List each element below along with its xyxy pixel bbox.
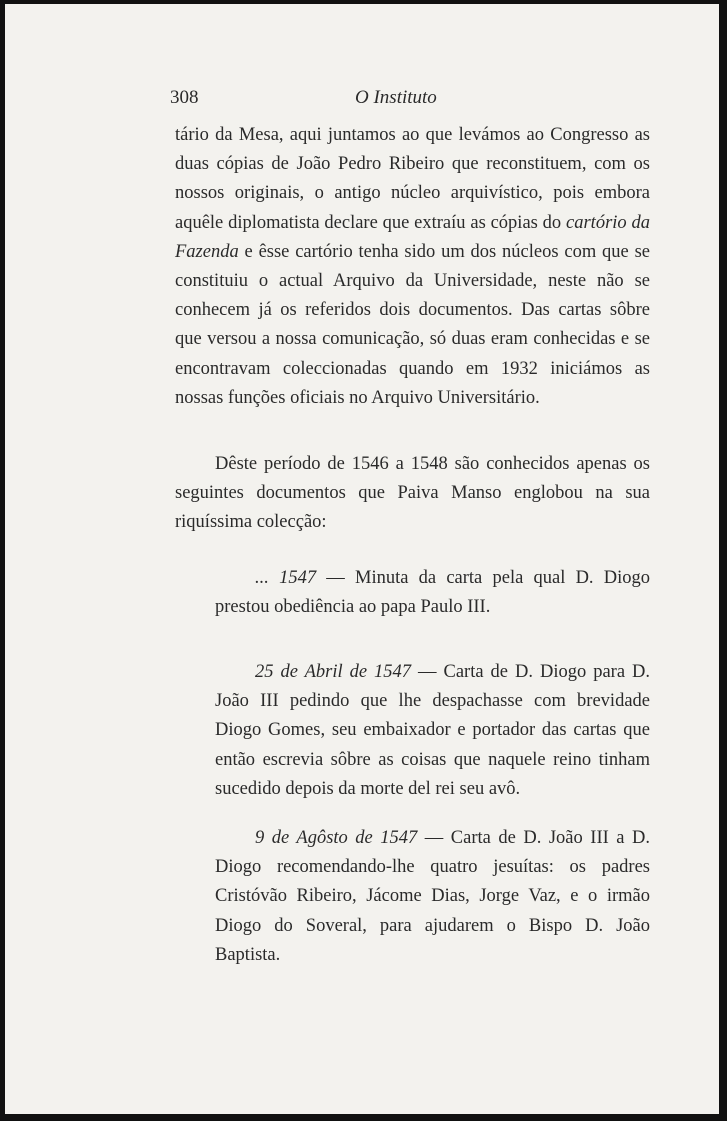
entry-date: 9 de Agôsto de 1547 — [255, 828, 418, 848]
document-entry — [215, 564, 650, 622]
book-page — [5, 4, 719, 1114]
entry-date: ... 1547 — [255, 568, 317, 588]
document-entry — [215, 824, 650, 970]
entry-date: 25 de Abril de 1547 — [255, 662, 412, 682]
entry-text: — Carta de D. Diogo para D. João III pedindo que lhe despachasse com brevidade Diogo Gomes, seu embaixador e portador das cartas que então escrevia sôbre as coisas que naquele reino tinham sucedido depois da morte del rei seu avô. — [215, 662, 650, 799]
entry-text: — Carta de D. João III a D. Diogo recomendando-lhe quatro jesuítas: os padres Cristóvão Ribeiro, Jácome Dias, Jorge Vaz, e o irmão Diogo do Soveral, para ajudarem o Bispo D. João Baptista. — [215, 828, 650, 965]
paragraph-intro — [175, 450, 650, 538]
running-title: O Instituto — [355, 87, 437, 108]
paragraph-continuation — [175, 121, 650, 413]
paragraph-text: e êsse cartório tenha sido um dos núcleos com que se constituiu o actual Arquivo da Universidade, neste não se conhecem já os referidos dois documentos. Das cartas sôbre que versou a nossa comunicação, só duas eram conhecidas e se encontravam coleccionadas quando em 1932 iniciámos as nossas funções oficiais no Arquivo Universitário. — [175, 241, 650, 408]
paragraph-text: tário da Mesa, aqui juntamos ao que levámos ao Congresso as duas cópias de João Pedro Ribeiro que reconstituem, com os nossos originais, o antigo núcleo arquivístico, pois embora aquêle diplomatista declare que extraíu as cópias do — [175, 125, 650, 233]
entry-text: — Minuta da carta pela qual D. Diogo prestou obediência ao papa Paulo III. — [215, 568, 651, 618]
emphasis-cartorio: cartório da Fazenda — [175, 212, 650, 262]
document-entry — [215, 658, 650, 804]
page-number: 308 — [170, 87, 199, 108]
paragraph-text: Dêste período de 1546 a 1548 são conhecidos apenas os seguintes documentos que Paiva Manso englobou na sua riquíssima colecção: — [175, 454, 650, 533]
page-header — [5, 87, 719, 113]
